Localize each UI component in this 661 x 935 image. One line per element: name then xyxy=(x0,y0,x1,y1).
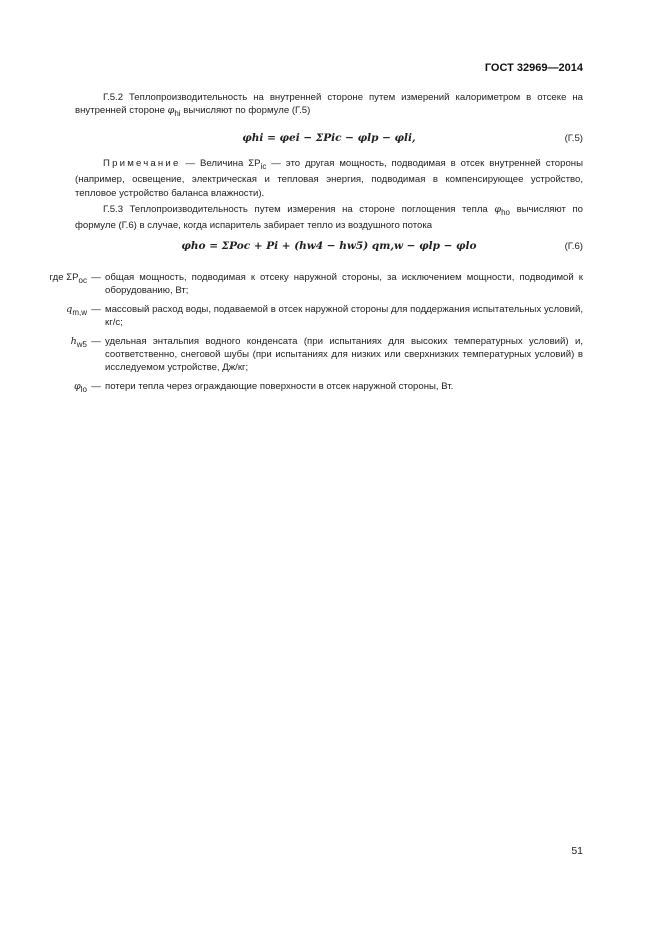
definition-term xyxy=(30,380,87,396)
definition-term xyxy=(30,303,87,330)
formula-g5-number: (Г.5) xyxy=(564,133,583,144)
note-label: Примечание xyxy=(103,158,181,169)
definition-text: потери тепла через ограждающие поверхности в отсек наружной стороны, Вт. xyxy=(105,380,454,392)
definition-text: удельная энтальпия водного конденсата (при испытаниях для высоких температурных условий) и, соответственно, снеговой шубы (при испытаниях для низких или сверхнизких температурных условий) в исследуемом устройстве, Дж/кг; xyxy=(105,335,583,374)
definition-term xyxy=(30,271,87,298)
symbol-phi: φ xyxy=(167,105,175,117)
symbol-phi: φ xyxy=(494,204,502,215)
note-text-b: — это другая мощность, подводимая в отсек внутренней стороны (например, освещение, электрическая и тепловая энергия, подводимая в компенсирующее устройство, тепловое устройство баланса влажности). xyxy=(75,158,583,199)
paragraph-g53 xyxy=(75,203,583,233)
definitions-list xyxy=(30,271,583,401)
definition-item xyxy=(30,303,583,330)
definition-term xyxy=(30,335,87,375)
formula-g6-expression: φho = ΣPoc + Pi + (hw4 − hw5) qm,w − φlp − φlo xyxy=(181,240,477,252)
formula-g5 xyxy=(75,132,583,148)
term-sub: w5 xyxy=(76,339,87,349)
definition-item xyxy=(30,380,583,396)
paragraph-g52 xyxy=(75,91,583,121)
paragraph-g52-text-b: вычисляют по формуле (Г.5) xyxy=(180,105,311,117)
definition-item xyxy=(30,335,583,375)
symbol-sub: ho xyxy=(501,207,510,217)
symbol-sub: hi xyxy=(174,109,181,119)
note-paragraph xyxy=(75,157,583,200)
formula-g5-expression: φhi = φei − ΣPic − φlp − φli, xyxy=(242,132,416,144)
note-sub: ic xyxy=(260,161,267,171)
term-symbol: φ xyxy=(74,380,81,392)
term-symbol: q xyxy=(66,303,73,315)
definition-dash: — xyxy=(91,335,101,347)
paragraph-g53-text-b: вычисляют по формуле (Г.6) в случае, когда испаритель забирает тепло из воздушного потока xyxy=(75,204,583,232)
paragraph-g53-text-a: Г.5.3 Теплопроизводительность путем измерения на стороне поглощения тепла xyxy=(103,204,495,215)
definition-dash: — xyxy=(91,272,101,283)
formula-g6-number: (Г.6) xyxy=(564,241,583,252)
term-symbol: h xyxy=(70,335,77,347)
definition-dash: — xyxy=(91,380,101,392)
definition-text: общая мощность, подводимая к отсеку наружной стороны, за исключением мощности, подводимой к оборудованию, Вт; xyxy=(105,272,583,297)
term-sub: m,w xyxy=(72,307,87,317)
term-sub: oc xyxy=(78,275,87,285)
definition-dash: — xyxy=(91,303,101,315)
note-text-a: — Величина ΣP xyxy=(180,158,261,169)
term-sub: lo xyxy=(80,384,87,394)
paragraph-g52-text-a: Г.5.2 Теплопроизводительность на внутренней стороне путем измерений калориметром в отсеке на внутренней стороне xyxy=(75,92,583,117)
definition-item xyxy=(30,271,583,298)
page-number: 51 xyxy=(571,845,583,857)
definition-text: массовый расход воды, подаваемой в отсек наружной стороны для поддержания испытательных условий, кг/с; xyxy=(105,303,583,329)
document-header: ГОСТ 32969—2014 xyxy=(484,62,583,74)
term-symbol: где ΣP xyxy=(49,272,79,283)
formula-g6 xyxy=(75,240,583,256)
